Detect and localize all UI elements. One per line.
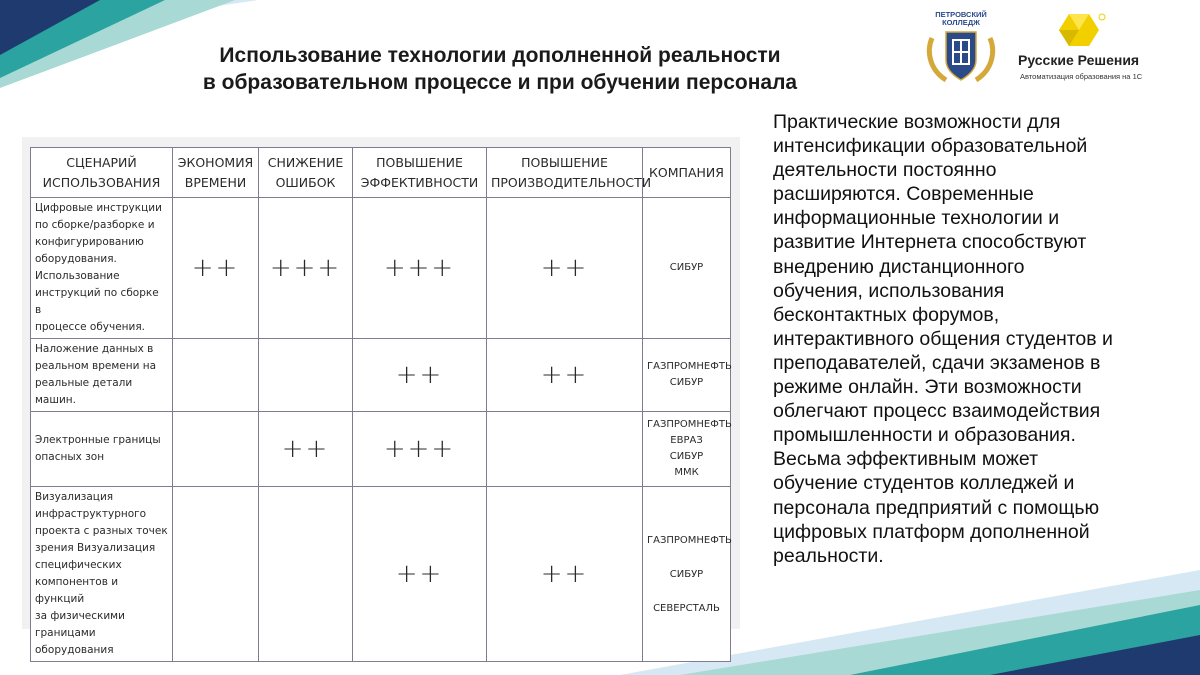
error-reduction-rating [259, 339, 353, 412]
table-header-row [31, 148, 731, 198]
table-row [31, 339, 731, 412]
body-text-line: развитие Интернета способствуют [773, 231, 1087, 254]
hexagon-logo-icon [1056, 12, 1106, 52]
body-text-line: расширяются. Современные [773, 183, 1034, 206]
header-scenario: СЦЕНАРИЙ ИСПОЛЬЗОВАНИЯ [31, 148, 173, 198]
table-panel [22, 137, 740, 656]
body-text-line: обучение студентов колледжей и [773, 472, 1075, 495]
table-row [31, 412, 731, 487]
body-text-line: преподавателей, сдачи экзаменов в [773, 351, 1101, 374]
productivity-rating: ++ [487, 339, 643, 412]
scenario-cell: Цифровые инструкции по сборке/разборке и конфигурированию оборудования. Использование инструкций по сборке в процессе обучения. [31, 198, 173, 339]
efficiency-rating: +++ [353, 412, 487, 487]
header-company: КОМПАНИЯ [643, 148, 731, 198]
ar-usage-table [30, 147, 731, 662]
body-text-line: внедрению дистанционного [773, 255, 1025, 278]
title-line-1: Использование технологии дополненной реальности [219, 44, 781, 67]
time-saving-rating [173, 339, 259, 412]
body-text-line: деятельности постоянно [773, 159, 997, 182]
table-row [31, 198, 731, 339]
slide-title [150, 42, 850, 96]
company-cell: ГАЗПРОМНЕФТЬ СИБУР [643, 339, 731, 412]
body-text-line: интерактивного общения студентов и [773, 327, 1113, 350]
header-productivity: ПОВЫШЕНИЕ ПРОИЗВОДИТЕЛЬНОСТИ [487, 148, 643, 198]
error-reduction-rating: +++ [259, 198, 353, 339]
scenario-cell: Электронные границы опасных зон [31, 412, 173, 487]
scenario-cell: Наложение данных в реальном времени на реальные детали машин. [31, 339, 173, 412]
russkie-resheniya-name: Русские Решения [1018, 52, 1140, 68]
russkie-resheniya-tagline: Автоматизация образования на 1С [1020, 72, 1143, 81]
header-time-saving: ЭКОНОМИЯ ВРЕМЕНИ [173, 148, 259, 198]
header-efficiency: ПОВЫШЕНИЕ ЭФФЕКТИВНОСТИ [353, 148, 487, 198]
productivity-rating [487, 412, 643, 487]
time-saving-rating [173, 487, 259, 662]
body-text-line: режиме онлайн. Эти возможности [773, 376, 1082, 399]
college-name-line-2: КОЛЛЕДЖ [942, 18, 980, 27]
body-text-line: обучения, использования [773, 279, 1005, 302]
body-text-line: Практические возможности для [773, 111, 1061, 133]
body-text-line: Весьма эффективным может [773, 448, 1039, 471]
efficiency-rating: +++ [353, 198, 487, 339]
scenario-cell: Визуализация инфраструктурного проекта с разных точек зрения Визуализация специфических компонентов и функций за физическими границами оборудования [31, 487, 173, 662]
body-text-line: промышленности и образования. [773, 424, 1076, 447]
time-saving-rating [173, 412, 259, 487]
russkie-resheniya-logo [1018, 12, 1168, 92]
efficiency-rating: ++ [353, 487, 487, 662]
company-cell: ГАЗПРОМНЕФТЬ СИБУР СЕВЕРСТАЛЬ [643, 487, 731, 662]
efficiency-rating: ++ [353, 339, 487, 412]
header-error-reduction: СНИЖЕНИЕ ОШИБОК [259, 148, 353, 198]
company-cell: ГАЗПРОМНЕФТЬ ЕВРАЗ СИБУР ММК [643, 412, 731, 487]
college-emblem-icon [920, 8, 1002, 88]
body-text-line: облегчают процесс взаимодействия [773, 400, 1101, 423]
productivity-rating: ++ [487, 487, 643, 662]
error-reduction-rating [259, 487, 353, 662]
title-line-2: в образовательном процессе и при обучении персонала [202, 71, 798, 94]
error-reduction-rating: ++ [259, 412, 353, 487]
college-name-line-1: ПЕТРОВСКИЙ [935, 10, 987, 19]
body-text-line: реальности. [773, 544, 884, 567]
body-text [773, 110, 1173, 568]
body-text-line: информационные технологии и [773, 207, 1060, 230]
company-cell: СИБУР [643, 198, 731, 339]
body-text-line: интенсификации образовательной [773, 135, 1088, 158]
body-text-line: бесконтактных форумов, [773, 303, 1000, 326]
college-logo [920, 8, 1002, 88]
body-text-line: персонала предприятий с помощью [773, 496, 1100, 519]
productivity-rating: ++ [487, 198, 643, 339]
table-row [31, 487, 731, 662]
time-saving-rating: ++ [173, 198, 259, 339]
body-text-line: цифровых платформ дополненной [773, 520, 1090, 543]
